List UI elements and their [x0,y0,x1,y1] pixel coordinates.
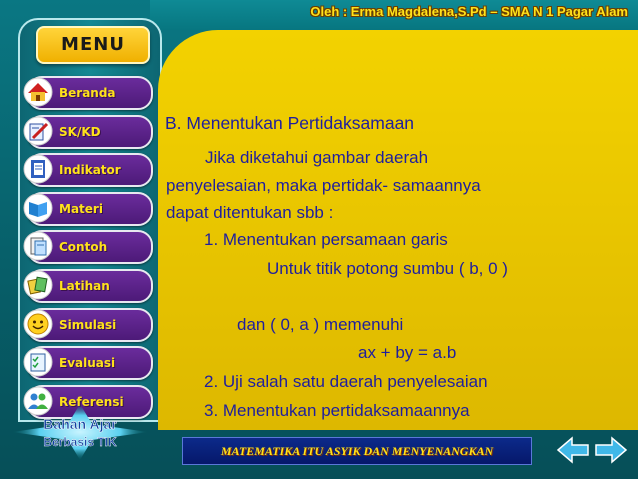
nav-label-skkd: SK/KD [59,124,101,139]
smiley-icon [23,309,53,339]
nav-beranda-button[interactable] [27,76,153,110]
nav-latihan-button[interactable] [27,269,153,303]
nav-label-contoh: Contoh [59,240,108,255]
house-icon [23,77,53,107]
nav-label-simulasi: Simulasi [59,317,117,332]
nav-simulasi-button[interactable] [27,308,153,342]
nav-label-latihan: Latihan [59,278,110,293]
nav-skkd-button[interactable] [27,115,153,149]
nav-label-indikator: Indikator [59,163,121,178]
content-line: Jika diketahui gambar daerah [205,148,429,167]
arrow-right-icon[interactable] [594,436,628,464]
notebook-icon [23,154,53,184]
nav-evaluasi-button[interactable] [27,346,153,380]
sidebar-nav [27,76,153,423]
nav-label-evaluasi: Evaluasi [59,356,116,371]
pencil-paper-icon [23,116,53,146]
book-icon [23,193,53,223]
slogan-banner: MATEMATIKA ITU ASYIK DAN MENYENANGKAN [182,437,532,465]
nav-contoh-button[interactable] [27,230,153,264]
content-line: dapat ditentukan sbb : [166,203,334,222]
author-credit: Oleh : Erma Magdalena,S.Pd – SMA N 1 Pagar Alam [310,4,628,19]
nav-indikator-button[interactable] [27,153,153,187]
content-line: Untuk titik potong sumbu ( b, 0 ) [267,259,508,278]
cards-icon [23,270,53,300]
content-line: 1. Menentukan persamaan garis [204,230,448,249]
content-line: ax + by = a.b [358,343,457,362]
nav-materi-button[interactable] [27,192,153,226]
bahan-ajar-badge [10,402,150,462]
page-title: B. Menentukan Pertidaksamaan [165,113,415,133]
nav-label-materi: Materi [59,201,103,216]
content-line: dan ( 0, a ) memenuhi [237,315,404,334]
document-icon [23,231,53,261]
nav-label-beranda: Beranda [59,86,116,100]
content-line: 3. Menentukan pertidaksamaannya [204,401,470,420]
checklist-icon [23,347,53,377]
content-line: penyelesaian, maka pertidak- samaannya [166,176,481,195]
arrow-left-icon[interactable] [556,436,590,464]
menu-title: MENU [36,26,150,64]
nav-label-referensi: Referensi [59,394,124,409]
badge-line1: Bahan Ajar [43,416,117,432]
badge-line2: Berbasis TIK [43,435,117,449]
content-line: 2. Uji salah satu daerah penyelesaian [204,372,488,391]
